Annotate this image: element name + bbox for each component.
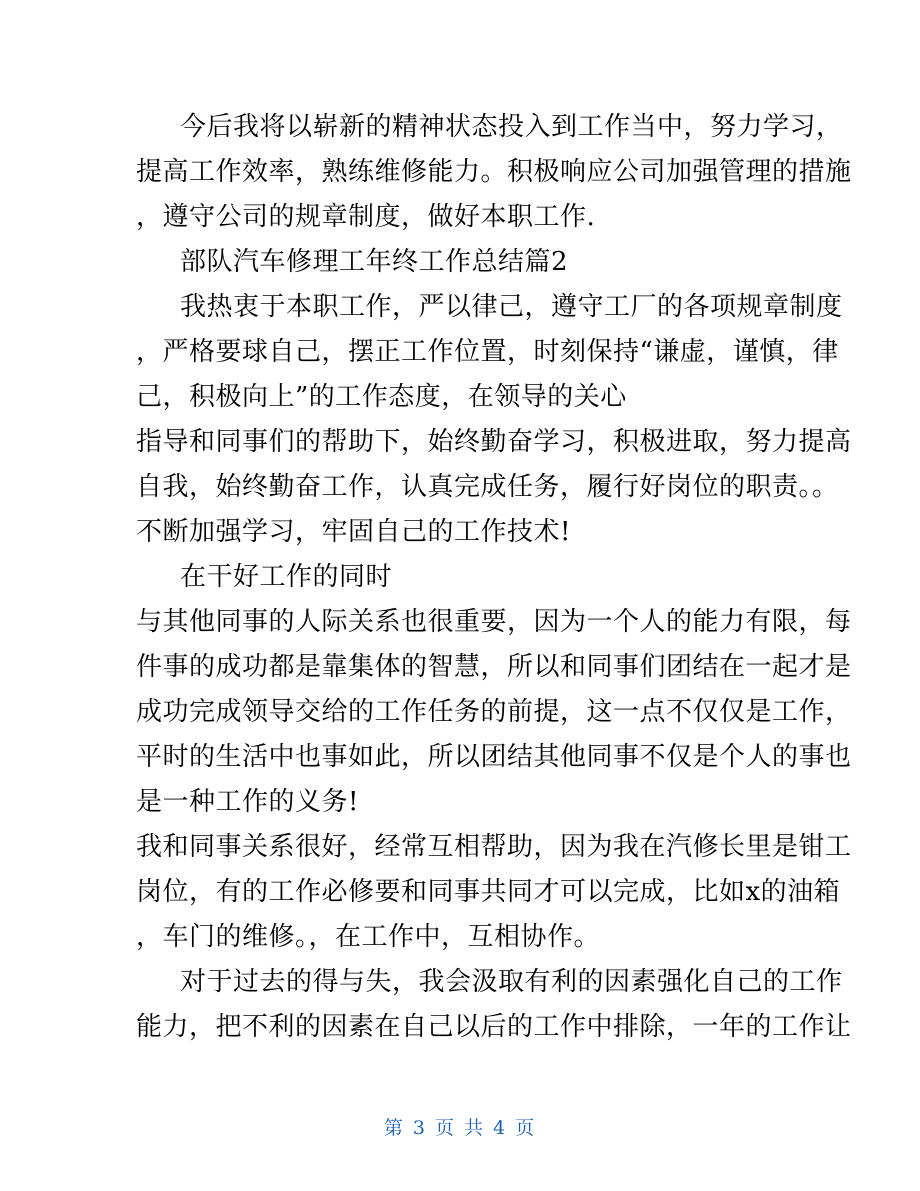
paragraph-2-line-5: 自我，始终勤奋工作，认真完成任务，履行好岗位的职责。。 [136,472,839,502]
paragraph-1-line-2: 提高工作效率，熟练维修能力。积极响应公司加强管理的措施 [136,157,852,187]
paragraph-2-line-6: 不断加强学习，牢固自己的工作技术! [136,517,571,547]
paragraph-3-line-2: 与其他同事的人际关系也很重要，因为一个人的能力有限，每 [136,607,852,637]
paragraph-1-line-3: ，遵守公司的规章制度，做好本职工作. [136,202,596,232]
paragraph-2-line-4: 指导和同事们的帮助下，始终勤奋学习，积极进取，努力提高 [136,427,852,457]
paragraph-2-line-1: 我热衷于本职工作，严以律己，遵守工厂的各项规章制度 [180,292,843,322]
paragraph-4-line-2: 岗位，有的工作必修要和同事共同才可以完成，比如x的油箱 [136,877,841,907]
page-number-footer: 第 3 页 共 4 页 [383,1117,537,1139]
paragraph-2-line-2: ，严格要球自己，摆正工作位置，时刻保持“谦虚，谨慎，律 [136,337,839,367]
paragraph-4-line-3: ，车门的维修。，在工作中，互相协作。 [136,922,601,952]
paragraph-4-line-1: 我和同事关系很好，经常互相帮助，因为我在汽修长里是钳工 [136,832,852,862]
paragraph-3-line-1: 在干好工作的同时 [180,562,393,592]
paragraph-3-line-6: 是一种工作的义务! [136,787,359,817]
paragraph-3-line-5: 平时的生活中也事如此，所以团结其他同事不仅是个人的事也 [136,742,852,772]
paragraph-3-line-3: 件事的成功都是靠集体的智慧，所以和同事们团结在一起才是 [136,652,852,682]
paragraph-5-line-1: 对于过去的得与失，我会汲取有利的因素强化自己的工作 [180,967,843,997]
paragraph-1-line-1: 今后我将以崭新的精神状态投入到工作当中，努力学习， [180,112,843,142]
paragraph-3-line-4: 成功完成领导交给的工作任务的前提，这一点不仅仅是工作， [136,697,852,727]
section-heading: 部队汽车修理工年终工作总结篇2 [180,247,569,277]
paragraph-2-line-3: 己，积极向上”的工作态度，在领导的关心 [136,382,627,412]
paragraph-5-line-2: 能力，把不利的因素在自己以后的工作中排除，一年的工作让 [136,1012,852,1042]
